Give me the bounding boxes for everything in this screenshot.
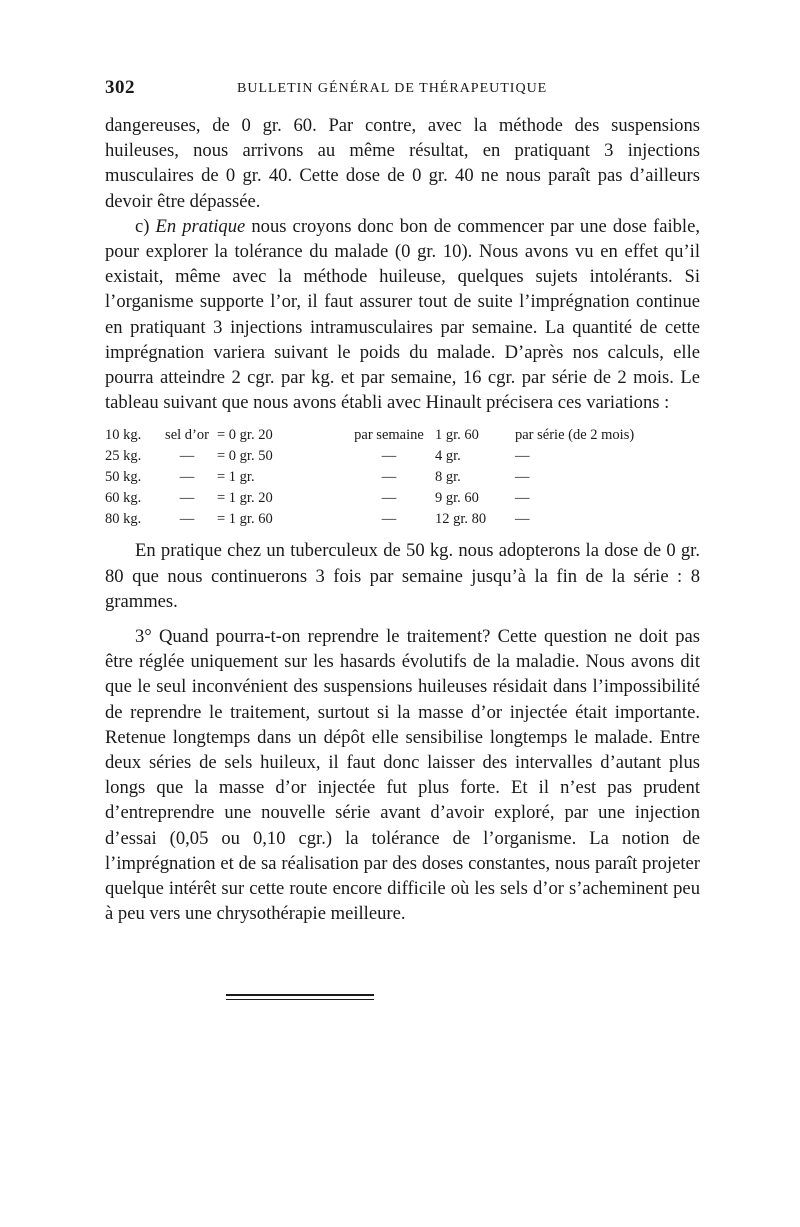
page-number: 302	[105, 77, 135, 98]
table-cell-dose: = 1 gr.	[217, 469, 255, 486]
table-cell-label: sel d’or	[165, 427, 209, 444]
table-cell-total: 9 gr. 60	[435, 490, 479, 507]
document-page	[105, 75, 700, 926]
table-cell-total: 1 gr. 60	[435, 427, 479, 444]
table-row	[105, 425, 690, 446]
paragraph-example	[105, 538, 700, 614]
page-header	[105, 75, 700, 105]
table-cell-series: —	[515, 448, 530, 465]
table-row	[105, 446, 690, 467]
paragraph-resume-treatment	[105, 624, 700, 926]
paragraph-body: En pratique chez un tuberculeux de 50 kg. nous adopterons la dose de 0 gr. 80 que nous continuerons 3 fois par semaine jusqu’à la fin de la série : 8 grammes.	[105, 540, 700, 612]
table-cell-period: par semaine	[354, 427, 424, 444]
table-cell-label: —	[179, 511, 195, 528]
end-rule	[226, 994, 374, 1000]
table-cell-period: —	[381, 490, 397, 507]
table-cell-series: par série (de 2 mois)	[515, 427, 635, 444]
table-cell-label: —	[179, 490, 195, 507]
table-cell-period: —	[381, 469, 397, 486]
table-cell-weight: 50 kg.	[105, 469, 142, 486]
table-row	[105, 467, 690, 488]
table-cell-dose: = 1 gr. 20	[217, 490, 273, 507]
table-cell-period: —	[381, 511, 397, 528]
table-cell-label: —	[179, 448, 195, 465]
table-cell-total: 8 gr.	[435, 469, 461, 486]
table-cell-series: —	[515, 469, 530, 486]
running-title: BULLETIN GÉNÉRAL DE THÉRAPEUTIQUE	[237, 81, 548, 96]
table-cell-series: —	[515, 490, 530, 507]
table-cell-weight: 25 kg.	[105, 448, 142, 465]
paragraph-marker: c)	[135, 215, 150, 237]
table-cell-dose: = 0 gr. 50	[217, 448, 273, 465]
table-cell-total: 4 gr.	[435, 448, 461, 465]
table-cell-weight: 80 kg.	[105, 511, 142, 528]
italic-phrase: En pratique	[155, 215, 246, 237]
table-cell-dose: = 1 gr. 60	[217, 511, 273, 528]
table-cell-series: —	[515, 511, 530, 528]
paragraph-body: nous croyons donc bon de commencer par une dose faible, pour explorer la tolérance du malade (0 gr. 10). Nous avons vu en effet qu’il existait, même avec la méthode huileuse, quelques sujets intolérants. Si l’organisme supporte l’or, il faut assurer tout de suite l’imprégnation continue en pratiquant 3 injections intramusculaires par semaine. La quantité de cette imprégnation variera suivant le poids du malade. D’après nos calculs, elle pourra atteindre 2 cgr. par kg. et par semaine, 16 cgr. par série de 2 mois. Le tableau suivant que nous avons établi avec Hinault précisera ces variations :	[105, 215, 700, 414]
dosage-table	[105, 425, 690, 530]
table-cell-weight: 10 kg.	[105, 427, 142, 444]
table-row	[105, 488, 690, 509]
table-row	[105, 509, 690, 530]
table-cell-label: —	[179, 469, 195, 486]
paragraph-body: 3° Quand pourra-t-on reprendre le traitement? Cette question ne doit pas être réglée uniquement sur les hasards évolutifs de la maladie. Nous avons dit que le seul inconvénient des suspensions huileuses résidait dans l’impossibilité de reprendre le traitement, surtout si la masse d’or injectée était importante. Retenue longtemps dans un dépôt elle sensibilise longtemps le malade. Entre deux séries de sels huileux, il faut donc laisser des intervalles d’autant plus longs que la masse d’or injectée fut plus forte. Et il n’est pas prudent d’entreprendre une nouvelle série avant d’avoir exploré, par une injection d’essai (0,05 ou 0,10 cgr.) la tolérance de l’organisme. La notion de l’imprégnation et de sa réalisation par des doses constantes, nous paraît projeter quelque intérêt sur cette route encore difficile où les sels d’or s’acheminent peu à peu vers une chrysothérapie meilleure.	[105, 626, 700, 925]
table-cell-weight: 60 kg.	[105, 490, 142, 507]
table-cell-dose: = 0 gr. 20	[217, 427, 273, 444]
table-cell-total: 12 gr. 80	[435, 511, 487, 528]
paragraph-continuation: dangereuses, de 0 gr. 60. Par contre, avec la méthode des suspensions huileuses, nous arrivons au même résultat, en pratiquant 3 injections musculaires de 0 gr. 40. Cette dose de 0 gr. 40 ne nous paraît pas d’ailleurs devoir être dépassée.	[105, 115, 700, 212]
paragraph-in-practice	[105, 214, 700, 416]
table-cell-period: —	[381, 448, 397, 465]
